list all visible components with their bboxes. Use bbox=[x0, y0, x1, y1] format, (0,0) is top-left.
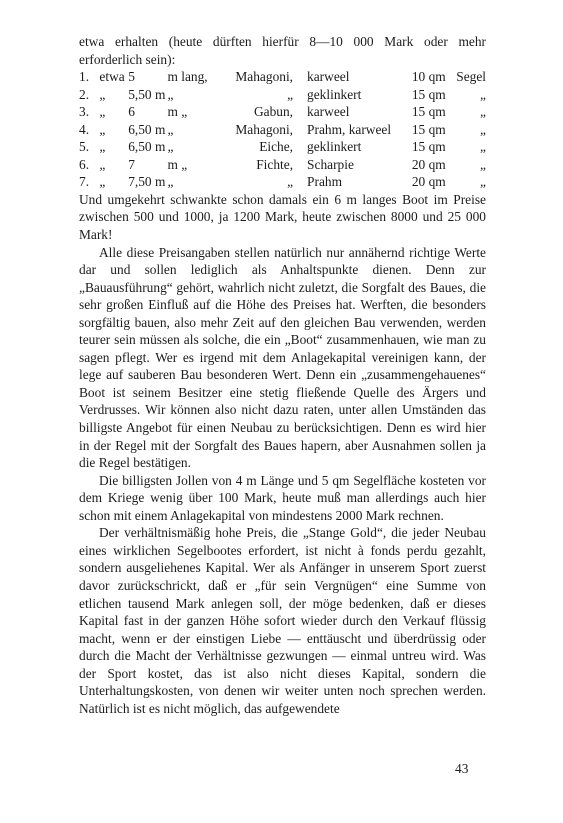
boat-len-cell: 6,50 m bbox=[128, 139, 166, 155]
boat-build-cell: karweel bbox=[307, 104, 350, 120]
boat-row bbox=[79, 103, 486, 121]
boat-unit-cell: „ bbox=[480, 174, 486, 190]
boat-m-cell: m „ bbox=[167, 104, 188, 120]
boat-m-cell: m lang, bbox=[167, 69, 208, 85]
boat-build-cell: karweel bbox=[307, 69, 350, 85]
boat-area-cell: 15 qm bbox=[411, 121, 446, 137]
boat-build-cell: Prahm bbox=[307, 174, 343, 190]
paragraph-4: Der verhältnismäßig hohe Preis, die „Stange Gold“, die jeder Neubau eines wirklichen Segelbootes erfordert, ist nicht à fonds perdu gezahlt, sondern ausgeliehenes Kapital. Wer als Anfänger in unserem Sport zuerst davor zurückschrickt, daß er „für sein Vergnügen“ eine Summe von etlichen tausend Mark anlegen soll, der möge bedenken, daß er dieses Kapital fast in der ganzen Höhe sofort wieder durch den Verkauf flüssig macht, wenn er der einstigen Liebe — enttäuscht und überdrüssig oder durch die Macht der Verhältnisse gezwungen — einmal untreu wird. Was der Sport kostet, das ist also nicht dieses Kapital, sondern die Unterhaltungskosten, von denen wir weiter unten noch sprechen werden. Natürlich ist es nicht möglich, das aufgewendete bbox=[79, 525, 486, 716]
boat-unit-cell: Segel bbox=[456, 69, 486, 85]
boat-row bbox=[79, 156, 486, 174]
boat-wood-cell: Mahagoni, bbox=[235, 69, 294, 85]
paragraph-3: Die billigsten Jollen von 4 m Länge und 5 qm Segelfläche kosteten vor dem Kriege wenig über 100 Mark, heute muß man allerdings auch hier schon mit einem Anlagekapital von mindestens 2000 Mark rechnen. bbox=[79, 472, 486, 523]
boat-wood-cell: „ bbox=[287, 86, 294, 102]
boat-price-list bbox=[79, 68, 486, 191]
boat-unit-cell: „ bbox=[480, 121, 486, 137]
boat-num-cell: 5. bbox=[79, 139, 90, 155]
boat-num-cell: 4. bbox=[79, 121, 90, 137]
boat-num-cell: 7. bbox=[79, 174, 90, 190]
boat-wood-cell: „ bbox=[287, 174, 294, 190]
boat-unit-cell: „ bbox=[480, 104, 486, 120]
boat-len-cell: 7 bbox=[128, 156, 135, 172]
boat-row bbox=[79, 173, 486, 191]
boat-m-cell: „ bbox=[167, 86, 174, 102]
boat-wood-cell: Fichte, bbox=[256, 156, 294, 172]
boat-area-cell: 15 qm bbox=[411, 104, 446, 120]
boat-len-cell: 5 bbox=[128, 69, 135, 85]
boat-num-cell: 1. bbox=[79, 69, 90, 85]
boat-unit-cell: „ bbox=[480, 139, 486, 155]
boat-m-cell: m „ bbox=[167, 156, 188, 172]
boat-row bbox=[79, 121, 486, 139]
intro-paragraph: etwa erhalten (heute dürften hierfür 8—10 000 Mark oder mehr erforderlich sein): bbox=[79, 34, 486, 67]
boat-build-cell: geklinkert bbox=[307, 139, 362, 155]
boat-num-cell: 2. bbox=[79, 86, 90, 102]
boat-m-cell: „ bbox=[167, 174, 174, 190]
boat-len-cell: 5,50 m bbox=[128, 86, 166, 102]
boat-area-cell: 10 qm bbox=[411, 69, 446, 85]
boat-row bbox=[79, 138, 486, 156]
boat-len-cell: 6,50 m bbox=[128, 121, 166, 137]
body-text bbox=[79, 33, 486, 717]
boat-ca-cell: etwa bbox=[99, 69, 125, 85]
boat-row bbox=[79, 68, 486, 86]
boat-row bbox=[79, 86, 486, 104]
boat-build-cell: Prahm, karweel bbox=[307, 121, 392, 137]
boat-ca-cell: „ bbox=[99, 121, 106, 137]
boat-wood-cell: Eiche, bbox=[259, 139, 294, 155]
boat-ca-cell: „ bbox=[99, 139, 106, 155]
boat-wood-cell: Mahagoni, bbox=[235, 121, 294, 137]
boat-num-cell: 6. bbox=[79, 156, 90, 172]
boat-m-cell: „ bbox=[167, 121, 174, 137]
boat-len-cell: 6 bbox=[128, 104, 135, 120]
boat-unit-cell: „ bbox=[480, 156, 486, 172]
boat-build-cell: Scharpie bbox=[307, 156, 354, 172]
boat-ca-cell: „ bbox=[99, 86, 106, 102]
boat-area-cell: 15 qm bbox=[411, 86, 446, 102]
boat-area-cell: 15 qm bbox=[411, 139, 446, 155]
boat-wood-cell: Gabun, bbox=[253, 104, 294, 120]
boat-ca-cell: „ bbox=[99, 156, 106, 172]
boat-area-cell: 20 qm bbox=[411, 174, 446, 190]
boat-num-cell: 3. bbox=[79, 104, 90, 120]
boat-len-cell: 7,50 m bbox=[128, 174, 166, 190]
boat-m-cell: „ bbox=[167, 139, 174, 155]
paragraph-2: Alle diese Preisangaben stellen natürlich nur annähernd richtige Werte dar und sollen lediglich als Anhaltspunkte dienen. Denn zur „Bauausführung“ gehört, wahrlich nicht zuletzt, die Sorgfalt des Baues, die sehr großen Einfluß auf die Höhe des Preises hat. Werften, die besonders sorgfältig bauen, also mehr Zeit auf den gleichen Bau verwenden, werden teurer sein müssen als solche, die ein „Boot“ zusammenhauen, wie man zu sagen pflegt. Wer es irgend mit dem Anlagekapital vereinigen kann, der lege auf sauberen Bau besonderen Wert. Denn ein „zusammengehauenes“ Boot ist seinem Besitzer eine stetig fließende Quelle des Ärgers und Verdrusses. Wir können also nicht dazu raten, unter allen Umständen das billigste Angebot für einen Neubau zu berücksichtigen. Denn es wird hier in der Regel mit der Sorgfalt des Baues hapern, aber Ausnahmen sollen ja die Regel bestätigen. bbox=[79, 244, 486, 471]
boat-ca-cell: „ bbox=[99, 174, 106, 190]
paragraph-1: Und umgekehrt schwankte schon damals ein 6 m langes Boot im Preise zwischen 500 und 1000, ja 1200 Mark, heute zwischen 8000 und 25 000 Mark! bbox=[79, 191, 486, 243]
boat-build-cell: geklinkert bbox=[307, 86, 362, 102]
boat-ca-cell: „ bbox=[99, 104, 106, 120]
boat-unit-cell: „ bbox=[480, 86, 486, 102]
page-number: 43 bbox=[455, 761, 469, 776]
boat-area-cell: 20 qm bbox=[411, 156, 446, 172]
